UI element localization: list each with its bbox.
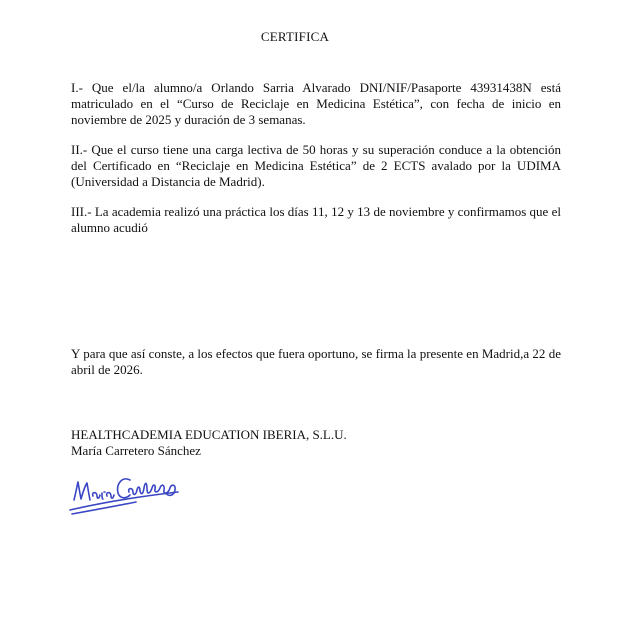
handwritten-signature-icon — [66, 462, 186, 522]
paragraph-course-load: II.- Que el curso tiene una carga lectiva de 50 horas y su superación conduce a la obtención del Certificado en “Reciclaje en Medicina Estética” de 2 ECTS avalado por la UDIMA (Universidad a Distancia de Madrid). — [71, 142, 561, 189]
document-title: CERTIFICA — [260, 29, 330, 44]
paragraph-practice: III.- La academia realizó una práctica los días 11, 12 y 13 de noviembre y confirmamos que el alumno acudió — [71, 204, 561, 235]
paragraph-closing: Y para que así conste, a los efectos que fuera oportuno, se firma la presente en Madrid,a 22 de abril de 2026. — [71, 346, 561, 377]
company-name: HEALTHCADEMIA EDUCATION IBERIA, S.L.U. — [71, 427, 347, 442]
paragraph-enrollment: I.- Que el/la alumno/a Orlando Sarria Alvarado DNI/NIF/Pasaporte 43931438N está matriculado en el “Curso de Reciclaje en Medicina Estética”, con fecha de inicio en noviembre de 2025 y duración de 3 semanas. — [71, 80, 561, 127]
signer-name: María Carretero Sánchez — [71, 443, 201, 458]
